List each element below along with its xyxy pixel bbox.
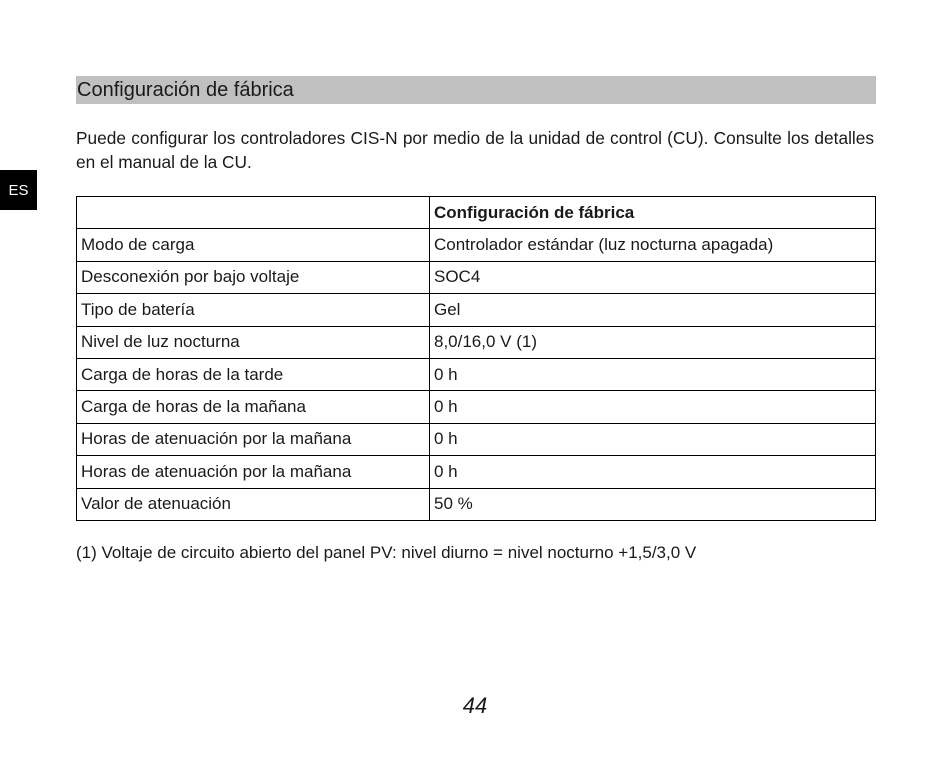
table-row [77,261,876,293]
row-parameter: Desconexión por bajo voltaje [77,261,430,293]
row-parameter: Carga de horas de la mañana [77,391,430,423]
table-header-parameter [77,197,430,229]
table-row [77,488,876,520]
row-value: 50 % [430,488,876,520]
row-parameter: Modo de carga [77,229,430,261]
row-parameter: Tipo de batería [77,294,430,326]
table-row [77,294,876,326]
row-parameter: Valor de atenuación [77,488,430,520]
row-value: SOC4 [430,261,876,293]
row-parameter: Nivel de luz nocturna [77,326,430,358]
row-value: 0 h [430,423,876,455]
language-tab: ES [0,170,37,210]
row-parameter: Horas de atenuación por la mañana [77,456,430,488]
row-value: Controlador estándar (luz nocturna apagada) [430,229,876,261]
section-heading: Configuración de fábrica [76,76,876,104]
footnote: (1) Voltaje de circuito abierto del panel PV: nivel diurno = nivel nocturno +1,5/3,0 V [76,543,697,562]
row-value: 0 h [430,391,876,423]
table-header-value: Configuración de fábrica [430,197,876,229]
table-row [77,456,876,488]
page-number: 44 [462,693,488,718]
row-value: Gel [430,294,876,326]
table-row [77,229,876,261]
factory-settings-table [76,196,876,521]
table-row [77,423,876,455]
table-row [77,358,876,390]
row-parameter: Carga de horas de la tarde [77,358,430,390]
row-parameter: Horas de atenuación por la mañana [77,423,430,455]
row-value: 0 h [430,358,876,390]
row-value: 8,0/16,0 V (1) [430,326,876,358]
table-row [77,326,876,358]
table-row [77,391,876,423]
intro-paragraph: Puede configurar los controladores CIS-N por medio de la unidad de control (CU). Consulte los detalles en el manual de la CU. [76,128,874,172]
table-header-row [77,197,876,229]
row-value: 0 h [430,456,876,488]
